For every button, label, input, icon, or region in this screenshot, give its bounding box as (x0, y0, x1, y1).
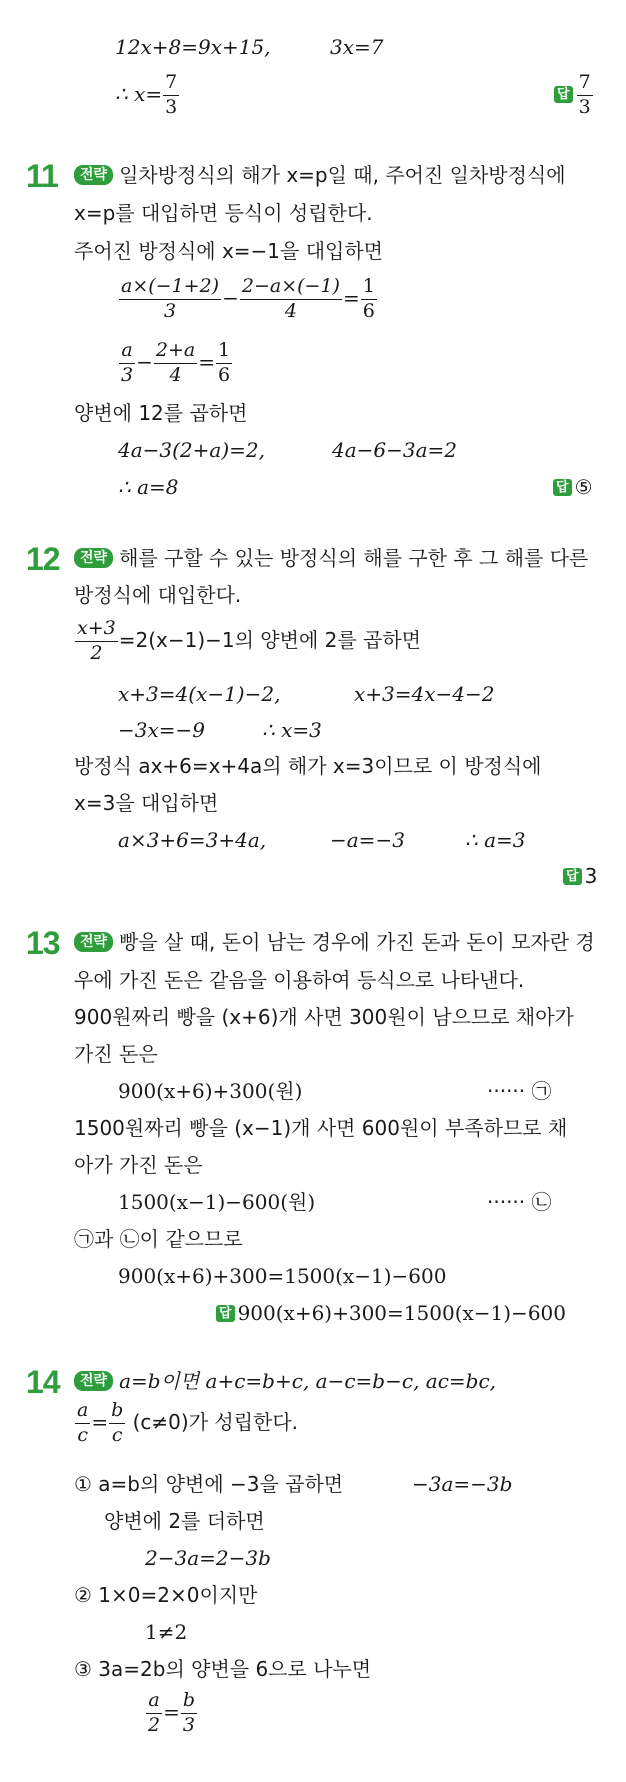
p11-answer (553, 477, 593, 497)
p14-option1 (74, 1474, 343, 1494)
p11-frac2-num: 2−a×(−1) (240, 276, 342, 300)
p12-line2b: x+3=4x−4−2 (354, 682, 495, 706)
problem-12-number: 12 (26, 541, 60, 577)
p11-frac1 (119, 276, 221, 323)
p11-minus1: − (222, 285, 239, 310)
p11-frac2-den: 4 (284, 299, 297, 322)
p12-line3b: ∴ x=3 (262, 718, 322, 742)
p12-frac-num: x+3 (75, 618, 118, 642)
p12-line4: 방정식 ax+6=x+4a의 해가 x=3이므로 이 방정식에 (74, 754, 542, 778)
p14-frac2-den: c (111, 1423, 123, 1446)
p14-frac1-num: a (75, 1400, 90, 1424)
p12-line1-rest: =2(x−1)−1의 양변에 2를 곱하면 (118, 627, 421, 652)
top-answer-num: 7 (577, 72, 593, 96)
p12-line2a: x+3=4(x−1)−2, (118, 682, 281, 706)
p12-answer-value: 3 (584, 864, 598, 888)
p14-strategy2-rest: (c≠0)가 성립한다. (132, 1409, 299, 1434)
top-fraction (163, 72, 179, 119)
strategy-tag: 전략 (74, 165, 113, 185)
p14-option1-text: a=b의 양변에 −3을 곱하면 (98, 1472, 344, 1496)
p11-frac2 (240, 276, 342, 323)
p12-line6c: ∴ a=3 (465, 828, 526, 852)
p12-line5: x=3을 대입하면 (74, 791, 219, 815)
strategy-tag: 전략 (74, 932, 113, 952)
p13-strategy1-text: 빵을 살 때, 돈이 남는 경우에 가진 돈과 돈이 모자란 경 (119, 930, 595, 954)
p11-line1: 주어진 방정식에 x=−1을 대입하면 (74, 239, 383, 263)
p14-option1b: −3a=−3b (412, 1472, 513, 1496)
p11-line5a: 4a−3(2+a)=2, (118, 438, 265, 462)
p12-line6a: a×3+6=3+4a, (118, 828, 267, 852)
problem-12-strategy-line1 (74, 548, 588, 568)
p11-g1-den: 3 (121, 363, 134, 386)
p12-line1 (74, 618, 421, 665)
p13-line6: 1500(x−1)−600(원) (118, 1190, 316, 1214)
p11-equals1: = (342, 285, 360, 310)
p14-equals: = (91, 1409, 109, 1434)
p11-g2-num: 2+a (154, 340, 197, 364)
p13-line3: 900(x+6)+300(원) (118, 1079, 303, 1103)
p11-g1 (119, 340, 135, 387)
top-line2 (115, 72, 180, 119)
top-frac-den: 3 (165, 95, 178, 118)
p13-line2: 가진 돈은 (74, 1042, 158, 1066)
problem-11-number: 11 (26, 158, 58, 194)
p14-h-equals: = (163, 1699, 180, 1724)
strategy-tag: 전략 (74, 1371, 113, 1391)
top-answer-den: 3 (578, 95, 591, 118)
p13-answer (216, 1303, 566, 1323)
p11-frac3-den: 6 (362, 299, 375, 322)
p11-g3-den: 6 (217, 363, 231, 386)
p11-equation1 (118, 276, 378, 323)
p13-answer-value: 900(x+6)+300=1500(x−1)−600 (237, 1301, 566, 1325)
p13-mark2: ······ ㉡ (487, 1190, 552, 1214)
p14-option2-text: 1×0=2×0이지만 (98, 1583, 258, 1607)
p14-option1d: 2−3a=2−3b (145, 1546, 271, 1570)
p14-option3-equation (145, 1690, 198, 1737)
problem-14-number: 14 (26, 1364, 60, 1400)
p14-option3 (74, 1659, 371, 1679)
top-line1a: 12x+8=9x+15, (115, 35, 271, 59)
answer-badge: 답 (563, 868, 582, 885)
problem-12-strategy-line2: 방정식에 대입한다. (74, 583, 242, 607)
p13-line1: 900원짜리 빵을 (x+6)개 사면 300원이 남으므로 채아가 (74, 1005, 574, 1029)
top-line2-prefix: ∴ x= (115, 81, 163, 106)
strategy-tag: 전략 (74, 548, 113, 568)
p13-line5: 아가 가진 돈은 (74, 1153, 203, 1177)
p14-option2b: 1≠2 (145, 1620, 188, 1644)
p13-line7: ㉠과 ㉡이 같으므로 (74, 1227, 243, 1251)
p11-g2 (154, 340, 197, 387)
p11-g3-num: 1 (216, 340, 232, 364)
p14-h2-den: 3 (182, 1713, 195, 1736)
problem-11-strategy-line1 (74, 165, 566, 185)
p12-frac-den: 2 (90, 641, 103, 664)
p14-h2-num: b (181, 1690, 197, 1714)
answer-badge: 답 (216, 1305, 235, 1322)
problem-14-strategy-line1 (74, 1371, 496, 1391)
p11-g2-den: 4 (169, 363, 182, 386)
answer-badge: 답 (554, 86, 573, 103)
p12-strategy1-text: 해를 구할 수 있는 방정식의 해를 구한 후 그 해를 다른 (119, 546, 589, 570)
p11-minus2: − (136, 349, 153, 374)
p11-answer-value: ⑤ (574, 475, 593, 499)
p14-frac1 (75, 1400, 90, 1447)
p12-line6b: −a=−3 (330, 828, 405, 852)
problem-13-number: 13 (26, 925, 60, 961)
p14-option1c: 양변에 2를 더하면 (104, 1509, 265, 1533)
p11-frac1-num: a×(−1+2) (119, 276, 221, 300)
p11-frac3-num: 1 (361, 276, 377, 300)
p11-equals2: = (198, 349, 215, 374)
p14-option3-text: 3a=2b의 양변을 6으로 나누면 (98, 1657, 372, 1681)
answer-badge: 답 (553, 479, 572, 496)
problem-11-strategy-line2: x=p를 대입하면 등식이 성립한다. (74, 201, 373, 225)
circle-3: ③ (74, 1657, 92, 1681)
top-line1b: 3x=7 (330, 35, 384, 59)
top-answer-fraction (577, 72, 593, 119)
p11-line4: 양변에 12를 곱하면 (74, 401, 248, 425)
p14-h1-den: 2 (148, 1713, 161, 1736)
circle-1: ① (74, 1472, 92, 1496)
circle-2: ② (74, 1583, 92, 1607)
p11-g3 (216, 340, 232, 387)
p11-frac3 (361, 276, 377, 323)
problem-13-strategy-line2: 우에 가진 돈은 같음을 이용하여 등식으로 나타낸다. (74, 968, 525, 992)
p14-h1-num: a (146, 1690, 161, 1714)
p11-equation2 (118, 340, 233, 387)
top-frac-num: 7 (163, 72, 179, 96)
p13-line8: 900(x+6)+300=1500(x−1)−600 (118, 1264, 447, 1288)
problem-13-strategy-line1 (74, 932, 595, 952)
p11-line5b: 4a−6−3a=2 (332, 438, 458, 462)
p14-h1 (146, 1690, 162, 1737)
p12-frac (75, 618, 118, 665)
problem-14-strategy-line2 (74, 1400, 298, 1447)
p14-frac1-den: c (77, 1423, 88, 1446)
p14-strategy1-text: a=b이면 a+c=b+c, a−c=b−c, ac=bc, (119, 1369, 497, 1393)
p14-frac2-num: b (109, 1400, 125, 1424)
top-answer (554, 72, 594, 119)
p12-answer (563, 866, 597, 886)
p11-frac1-den: 3 (164, 299, 177, 322)
p12-line3a: −3x=−9 (118, 718, 206, 742)
p13-mark1: ······ ㉠ (487, 1079, 552, 1103)
p13-line4: 1500원짜리 빵을 (x−1)개 사면 600원이 부족하므로 채 (74, 1116, 568, 1140)
p14-option2 (74, 1585, 257, 1605)
p11-strategy1-text: 일차방정식의 해가 x=p일 때, 주어진 일차방정식에 (119, 163, 566, 187)
p11-line6: ∴ a=8 (118, 475, 179, 499)
p11-g1-num: a (119, 340, 134, 364)
p14-frac2 (109, 1400, 125, 1447)
p14-h2 (181, 1690, 197, 1737)
